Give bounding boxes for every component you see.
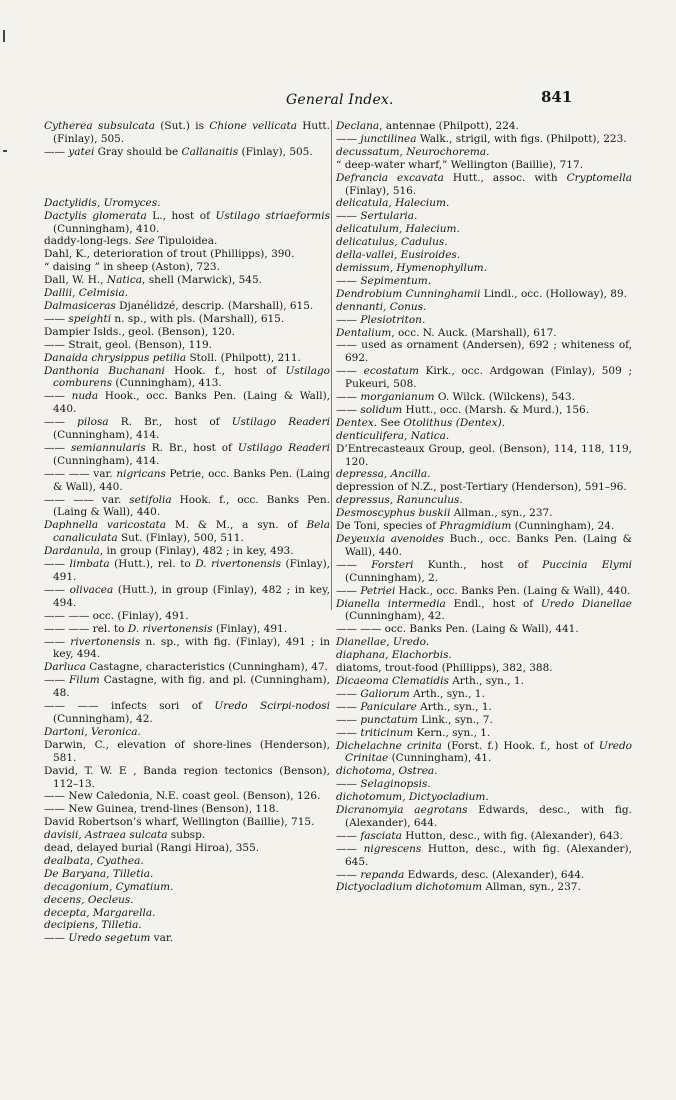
index-entry: —— Forsteri Kunth., host of Puccinia Elymi (Cunningham), 2. — [336, 558, 633, 584]
index-entry: —— —— var. setifolia Hook. f., occ. Banks Pen. (Laing & Wall), 440. — [44, 493, 330, 519]
index-entry: Dactylis glomerata L., host of Ustilago striaeformis (Cunningham), 410. — [44, 209, 330, 235]
index-entry: —— —— rel. to D. rivertonensis (Finlay), 491. — [44, 622, 288, 635]
index-entry: Dentalium, occ. N. Auck. (Marshall), 617. — [336, 326, 557, 339]
index-entry: “ deep-water wharf,” Wellington (Baillie), 717. — [336, 158, 583, 171]
index-entry: diaphana, Elachorbis. — [336, 649, 452, 662]
index-entry: depressa, Ancilla. — [336, 468, 431, 481]
index-entry: Cytherea subsulcata (Sut.) is Chione vellicata Hutt. (Finlay), 505. — [44, 120, 330, 145]
section-gap — [44, 159, 330, 197]
index-entry: Dicranomyia aegrotans Edwards, desc., with fig. (Alexander), 644. — [336, 804, 632, 829]
index-entry: della-vallei, Eusiroides. — [336, 249, 461, 262]
index-entry: demissum, Hymenophyllum. — [336, 261, 487, 274]
index-entry: —— Sertularia. — [336, 210, 418, 223]
index-entry: De Toni, species of Phragmidium (Cunningham), 24. — [336, 520, 615, 533]
index-entry: —— triticinum Kern., syn., 1. — [336, 726, 491, 739]
index-entry: —— used as ornament (Andersen), 692 ; whiteness of, 692. — [336, 339, 632, 365]
index-entry: decussatum, Neurochorema. — [336, 145, 490, 158]
page-number: 841 — [541, 88, 573, 106]
index-entry: dealbata, Cyathea. — [44, 854, 144, 867]
index-entry: —— —— var. nigricans Petrie, occ. Banks Pen. (Laing & Wall), 440. — [44, 467, 330, 493]
index-entry: depression of N.Z., post-Tertiary (Henderson), 591–96. — [336, 481, 627, 494]
column-divider — [331, 120, 332, 610]
index-entry: delicatulum, Halecium. — [336, 223, 460, 236]
index-entry: —— Plesiotriton. — [336, 313, 426, 326]
index-entry: David, T. W. E , Banda region tectonics (Benson), 112–13. — [44, 764, 330, 790]
index-entry: Defrancia excavata Hutt., assoc. with Cryptomella (Finlay), 516. — [336, 171, 632, 197]
index-entry: davisii, Astraea sulcata subsp. — [44, 829, 206, 842]
margin-mark — [3, 150, 7, 152]
index-entry: Darluca Castagne, characteristics (Cunningham), 47. — [44, 661, 328, 674]
index-entry: Dartoni, Veronica. — [44, 725, 141, 738]
index-entry: Dall, W. H., Natica, shell (Marwick), 545. — [44, 274, 263, 287]
index-entry: daddy-long-legs. See Tipuloidea. — [44, 235, 218, 248]
index-entry: Declana, antennae (Philpott), 224. — [336, 120, 519, 132]
index-entry: Dicaeoma Clematidis Arth., syn., 1. — [336, 674, 524, 687]
index-entry: Dianellae, Uredo. — [336, 636, 430, 649]
index-entry: Dallii, Celmisia. — [44, 287, 129, 300]
index-entry: Deyeuxia avenoides Buch., occ. Banks Pen. (Laing & Wall), 440. — [336, 533, 632, 558]
index-entry: —— olivacea (Hutt.), in group (Finlay), 482 ; in key, 494. — [44, 583, 330, 609]
index-entry: Dactylidis, Uromyces. — [44, 196, 161, 209]
index-entry: —— yatei Gray should be Callanaitis (Finlay), 505. — [44, 145, 313, 158]
index-entry: dichotomum, Dictyocladium. — [336, 791, 489, 804]
index-entry: Dictyocladium dichotomum Allman, syn., 237. — [336, 881, 581, 894]
index-entry: Dampier Islds., geol. (Benson), 120. — [44, 325, 236, 338]
index-entry: —— Selaginopsis. — [336, 778, 431, 791]
index-entry: delicatula, Halecium. — [336, 197, 450, 210]
index-entry: dichotoma, Ostrea. — [336, 765, 438, 778]
index-entry: decagonium, Cymatium. — [44, 880, 174, 893]
index-entry: —— speighti n. sp., with pls. (Marshall), 615. — [44, 312, 285, 325]
index-entry: delicatulus, Cadulus. — [336, 236, 448, 249]
index-entry: —— repanda Edwards, desc. (Alexander), 644. — [336, 868, 585, 881]
running-header: General Index. — [286, 92, 394, 108]
index-entry: “ daising ” in sheep (Aston), 723. — [44, 261, 220, 274]
index-entry: —— Sepimentum. — [336, 274, 432, 287]
index-entry: —— punctatum Link., syn., 7. — [336, 713, 493, 726]
index-entry: —— rivertonensis n. sp., with fig. (Finlay), 491 ; in key, 494. — [44, 635, 330, 661]
index-entry: D’Entrecasteaux Group, geol. (Benson), 114, 118, 119, 120. — [336, 442, 632, 468]
index-entry: —— Galiorum Arth., syn., 1. — [336, 687, 485, 700]
index-entry: Dahl, K., deterioration of trout (Phillipps), 390. — [44, 248, 295, 261]
index-entry: decipiens, Tilletia. — [44, 919, 142, 932]
index-entry: —— —— occ. Banks Pen. (Laing & Wall), 441. — [336, 623, 579, 636]
index-column-left — [44, 120, 330, 945]
index-entry: denticulifera, Natica. — [336, 429, 450, 442]
index-entry: —— nigrescens Hutton, desc., with fig. (Alexander), 645. — [336, 842, 632, 868]
index-entry: Danaida chrysippus petilia Stoll. (Philpott), 211. — [44, 351, 301, 364]
index-entry: —— New Caledonia, N.E. coast geol. (Benson), 126. — [44, 790, 321, 803]
index-entry: —— Uredo segetum var. — [44, 932, 174, 945]
index-entry: —— ecostatum Kirk., occ. Ardgowan (Finlay), 509 ; Pukeuri, 508. — [336, 365, 632, 391]
index-entry: —— Petriei Hack., occ. Banks Pen. (Laing & Wall), 440. — [336, 584, 631, 597]
index-entry: Danthonia Buchanani Hook. f., host of Ustilago comburens (Cunningham), 413. — [44, 364, 330, 390]
index-entry: Dardanula, in group (Finlay), 482 ; in key, 493. — [44, 545, 294, 558]
index-entry: depressus, Ranunculus. — [336, 494, 463, 507]
index-entry: —— —— occ. (Finlay), 491. — [44, 609, 189, 622]
index-entry: diatoms, trout-food (Phillipps), 382, 388. — [336, 662, 553, 675]
index-entry: decepta, Margarella. — [44, 906, 156, 919]
index-entry: —— solidum Hutt., occ. (Marsh. & Murd.), 156. — [336, 403, 590, 416]
index-entry: —— semiannularis R. Br., host of Ustilago Readeri (Cunningham), 414. — [44, 441, 330, 467]
index-entry: —— Strait, geol. (Benson), 119. — [44, 338, 212, 351]
index-entry: —— morganianum O. Wilck. (Wilckens), 543. — [336, 391, 575, 404]
index-entry: Dichelachne crinita (Forst. f.) Hook. f., host of Uredo Crinitae (Cunningham), 41. — [336, 739, 632, 765]
index-entry: Dianella intermedia Endl., host of Uredo Dianellae (Cunningham), 42. — [336, 597, 632, 623]
index-entry: decens, Oecleus. — [44, 893, 134, 906]
index-column-right — [336, 120, 632, 894]
index-entry: —— —— infects sori of Uredo Scirpi-nodosi (Cunningham), 42. — [44, 700, 330, 725]
index-entry: Dentex. See Otolithus (Dentex). — [336, 416, 506, 429]
index-entry: —— pilosa R. Br., host of Ustilago Readeri (Cunningham), 414. — [44, 416, 330, 442]
index-entry: —— fasciata Hutton, desc., with fig. (Alexander), 643. — [336, 829, 623, 842]
index-entry: —— limbata (Hutt.), rel. to D. rivertonensis (Finlay), 491. — [44, 558, 331, 583]
index-entry: —— Filum Castagne, with fig. and pl. (Cunningham), 48. — [44, 674, 330, 700]
index-entry: Dendrobium Cunninghamii Lindl., occ. (Holloway), 89. — [336, 287, 627, 300]
index-entry: Daphnella varicostata M. & M., a syn. of Bela canaliculata Sut. (Finlay), 500, 511. — [44, 519, 330, 545]
index-entry: —— Paniculare Arth., syn., 1. — [336, 700, 492, 713]
index-entry: De Baryana, Tilletia. — [44, 867, 154, 880]
index-entry: dead, delayed burial (Rangi Hiroa), 355. — [44, 842, 260, 855]
index-entry: dennanti, Conus. — [336, 300, 427, 313]
index-entry: Darwin, C., elevation of shore-lines (Henderson), 581. — [44, 738, 330, 764]
index-entry: Desmoscyphus buskii Allman., syn., 237. — [336, 507, 553, 520]
index-entry: Dalmasiceras Djanélidzé, descrip. (Marshall), 615. — [44, 299, 314, 312]
index-entry: David Robertson’s wharf, Wellington (Baillie), 715. — [44, 816, 315, 829]
margin-mark — [3, 30, 5, 42]
index-entry: —— New Guinea, trend-lines (Benson), 118. — [44, 803, 279, 816]
index-entry: —— junctilinea Walk., strigil, with figs. (Philpott), 223. — [336, 132, 627, 145]
index-entry: —— nuda Hook., occ. Banks Pen. (Laing & Wall), 440. — [44, 390, 331, 416]
